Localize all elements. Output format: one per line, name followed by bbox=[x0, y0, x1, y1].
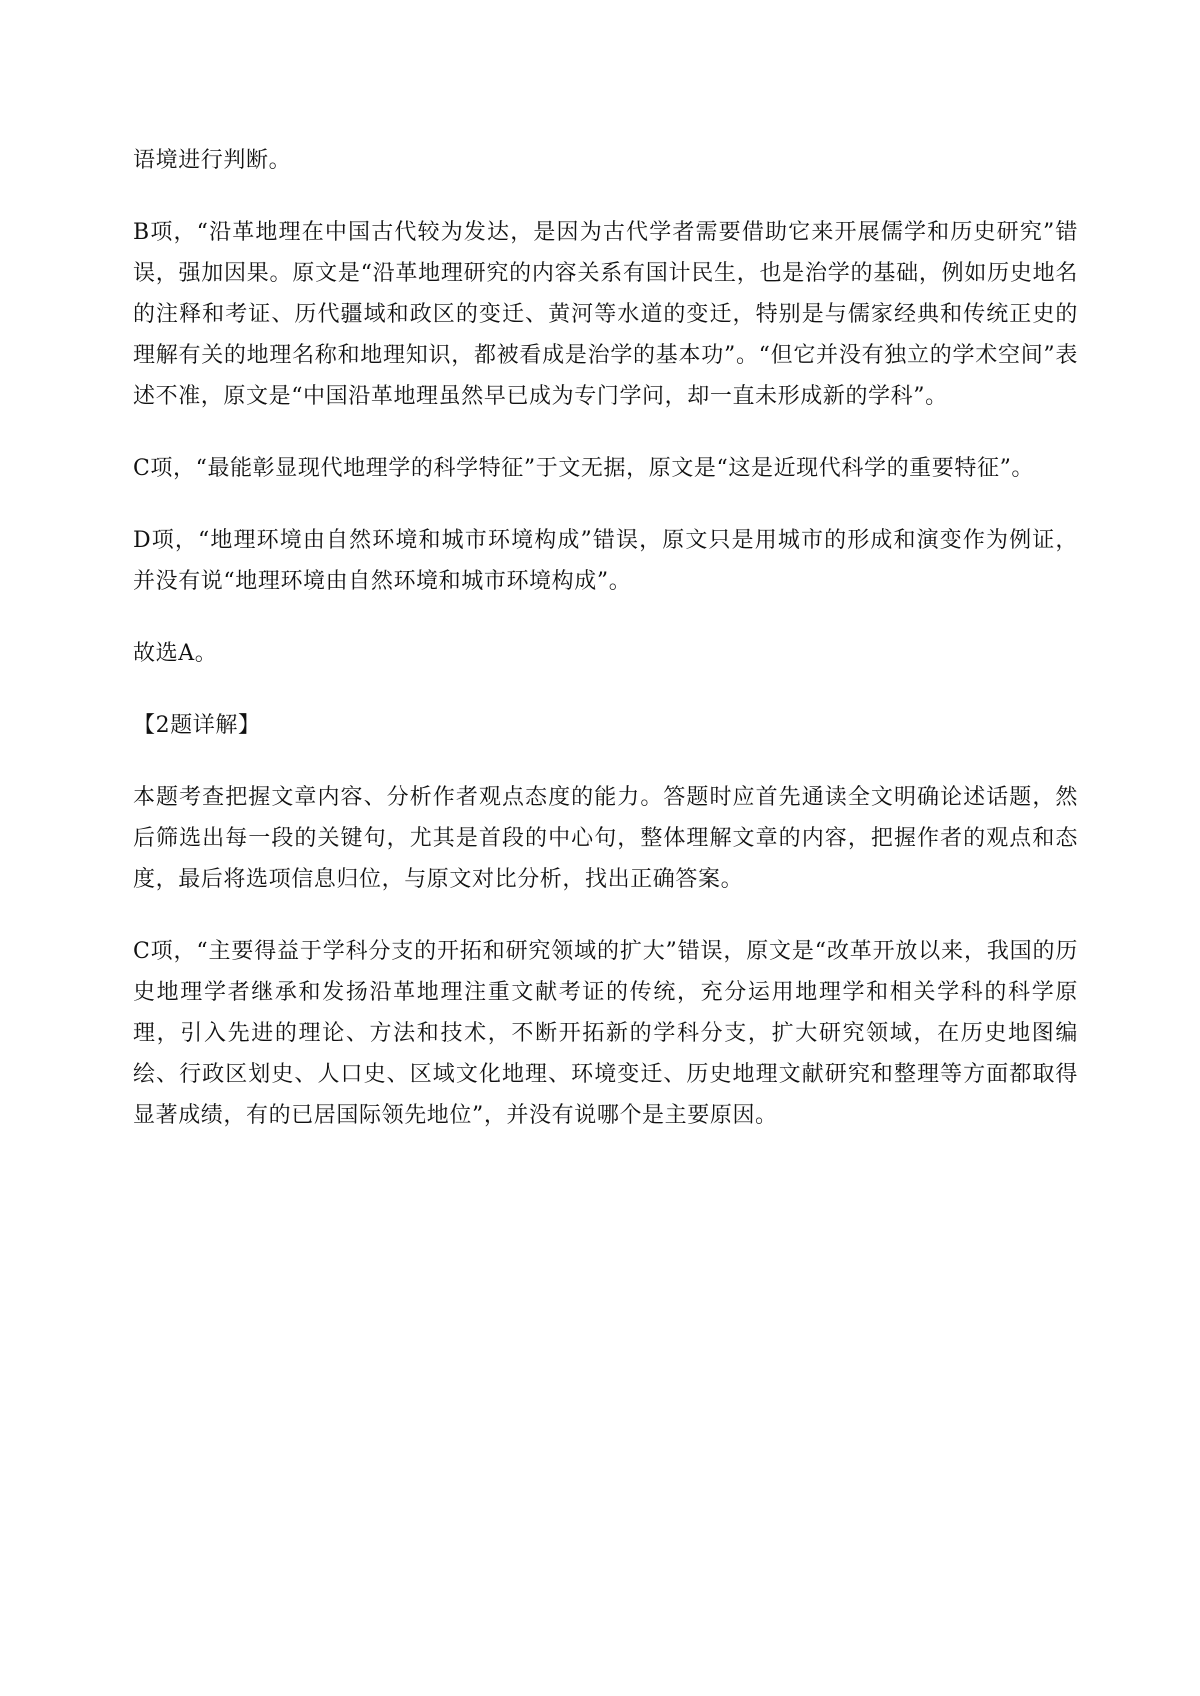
paragraph-answer: 故选A。 bbox=[133, 641, 218, 666]
paragraph-option-c: C项，“最能彰显现代地理学的科学特征”于文无据，原文是“这是近现代科学的重要特征”。 bbox=[133, 456, 1035, 481]
paragraph-option-d: D项，“地理环境由自然环境和城市环境构成”错误，原文只是用城市的形成和演变作为例证，并没有说“地理环境由自然环境和城市环境构成”。 bbox=[133, 528, 1078, 594]
document-body bbox=[133, 140, 1078, 1136]
paragraph-context-judgment: 语境进行判断。 bbox=[133, 148, 292, 173]
paragraph-option-b: B项，“沿革地理在中国古代较为发达，是因为古代学者需要借助它来开展儒学和历史研究”错误，强加因果。原文是“沿革地理研究的内容关系有国计民生，也是治学的基础，例如历史地名的注释和考证、历代疆域和政区的变迁、黄河等水道的变迁，特别是与儒家经典和传统正史的理解有关的地理名称和地理知识，都被看成是治学的基本功”。“但它并没有独立的学术空间”表述不准，原文是“中国沿革地理虽然早已成为专门学问，却一直未形成新的学科”。 bbox=[133, 220, 1078, 409]
paragraph-q2-intro: 本题考查把握文章内容、分析作者观点态度的能力。答题时应首先通读全文明确论述话题，然后筛选出每一段的关键句，尤其是首段的中心句，整体理解文章的内容，把握作者的观点和态度，最后将选项信息归位，与原文对比分析，找出正确答案。 bbox=[133, 785, 1078, 892]
paragraph-q2-option-c: C项，“主要得益于学科分支的开拓和研究领域的扩大”错误，原文是“改革开放以来，我国的历史地理学者继承和发扬沿革地理注重文献考证的传统，充分运用地理学和相关学科的科学原理，引入先进的理论、方法和技术，不断开拓新的学科分支，扩大研究领域，在历史地图编绘、行政区划史、人口史、区域文化地理、环境变迁、历史地理文献研究和整理等方面都取得显著成绩，有的已居国际领先地位”，并没有说哪个是主要原因。 bbox=[133, 939, 1078, 1128]
section-heading-q2: 【2题详解】 bbox=[133, 713, 261, 738]
